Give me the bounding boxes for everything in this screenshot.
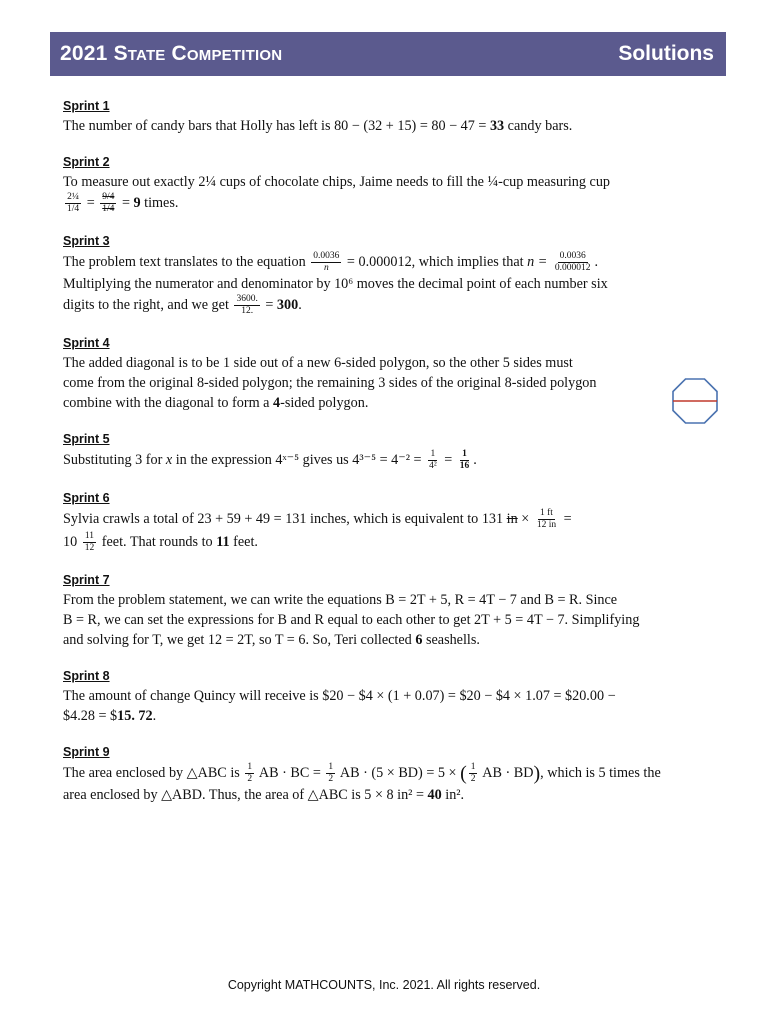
fraction: $\frac{9/4}{1/4}$ [102, 192, 115, 214]
fraction: $\frac{1}{2}$ [470, 762, 476, 784]
sprint-3 [63, 233, 723, 317]
sprint-body: Substituting 3 for x in the expression 4ˣ⁻⁵ gives us 4³⁻⁵ = 4⁻² = $\frac{1}{\text{4²}}$ = $\frac{1}{16}$ . [63, 449, 477, 471]
sprint-4 [63, 335, 723, 413]
sprint-title: Sprint 7 [63, 573, 110, 587]
solutions-content [63, 98, 723, 823]
answer: 6 [415, 632, 423, 648]
sprint-body: The area enclosed by △ABC is $\frac{1}{2}$ AB · BC = $\frac{1}{2}$ AB · (5 × BD) = 5 × ( $\frac{1}{2}$ AB · BD), which is 5 times the area enclosed by △ABD. Thus, the area of △ABC is 5 × 8 in² = 40 in². [63, 762, 661, 803]
sprint-title: Sprint 1 [63, 99, 110, 113]
answer: 300 [276, 296, 299, 313]
sprint-body: The number of candy bars that Holly has left is 80 − (32 + 15) = 80 − 47 = 33 candy bars. [63, 118, 573, 134]
header-banner [50, 32, 726, 76]
fraction: $\frac{1}{2}$ [247, 762, 253, 784]
fraction: $\frac{0.0036}{n}$ [313, 251, 340, 273]
answer-fraction: $\frac{1}{16}$ [459, 449, 470, 471]
year-label: 2021 [60, 42, 114, 65]
fraction: $\frac{0.0036}{0.000012}$ [554, 251, 591, 273]
sprint-6 [63, 490, 723, 554]
sprint-9 [63, 744, 723, 805]
fraction: $\frac{1}{2}$ [328, 762, 334, 784]
sprint-title: Sprint 8 [63, 669, 110, 683]
answer: 9 [133, 194, 141, 211]
octagon-diagram [672, 378, 718, 424]
answer: 4 [273, 395, 281, 411]
sprint-5 [63, 431, 723, 472]
copyright-footer: Copyright MATHCOUNTS, Inc. 2021. All rights reserved. [227, 978, 541, 992]
sprint-body: To measure out exactly 2¼ cups of chocolate chips, Jaime needs to fill the ¼-cup measuring cup $\frac{\text{2¼}}{1/4}$ = $\frac{9/4}{1/4}$ = 9 times. [63, 174, 611, 214]
title-small-caps: State Competition [113, 42, 283, 65]
fraction: $\frac{1 ft}{12 in}$ [536, 508, 557, 530]
sprint-7 [63, 572, 723, 650]
sprint-8 [63, 668, 723, 726]
sprint-title: Sprint 5 [63, 432, 110, 446]
answer: 40 [427, 787, 442, 803]
answer: 11 [216, 533, 230, 550]
sprint-body: The added diagonal is to be 1 side out of a new 6-sided polygon, so the other 5 sides must come from the original 8-sided polygon; the remaining 3 sides of the original 8-sided polygon combine with the diagonal to form a 4-sided polygon. [63, 355, 597, 411]
answer: 15. 72 [117, 708, 153, 724]
sprint-1 [63, 98, 723, 136]
sprint-body: The amount of change Quincy will receive is $20 − $4 × (1 + 0.07) = $20 − $4 × 1.07 = $20.00 − $4.28 = $15. 72. [63, 688, 616, 724]
sprint-body: From the problem statement, we can write the equations B = 2T + 5, R = 4T − 7 and B = R. Since B = R, we can set the expressions for B and R equal to each other to get 2T + 5 = 4T − 7. Simplifying and solving for T, we get 12 = 2T, so T = 6. So, Teri collected 6 seashells. [63, 592, 640, 648]
solutions-label: Solutions [618, 42, 714, 65]
fraction: $\frac{\text{2¼}}{1/4}$ [67, 192, 80, 214]
sprint-title: Sprint 4 [63, 336, 110, 350]
sprint-2 [63, 154, 723, 215]
sprint-title: Sprint 3 [63, 234, 110, 248]
fraction: $\frac{3600.}{12.}$ [236, 294, 258, 316]
sprint-body: Sylvia crawls a total of 23 + 59 + 49 = 131 inches, which is equivalent to 131 in × $\frac{1 ft}{12 in}$ = 10 $\frac{11}{12}$ feet. That rounds to 11 feet. [63, 508, 572, 553]
answer: 33 [489, 118, 505, 134]
fraction: $\frac{11}{12}$ [84, 531, 95, 553]
sprint-body: The problem text translates to the equation $\frac{0.0036}{n}$ = 0.000012, which implies that n = $\frac{0.0036}{0.000012}$ . Multiplying the numerator and denominator by 10⁶ moves the decimal point of each number six digits to the right, and we get $\frac{3600.}{12.}$ = 300. [63, 251, 608, 316]
sprint-title: Sprint 9 [63, 745, 110, 759]
sprint-title: Sprint 6 [63, 491, 110, 505]
fraction: $\frac{1}{\text{4²}}$ [429, 449, 437, 471]
competition-title [60, 42, 282, 66]
sprint-title: Sprint 2 [63, 155, 110, 169]
